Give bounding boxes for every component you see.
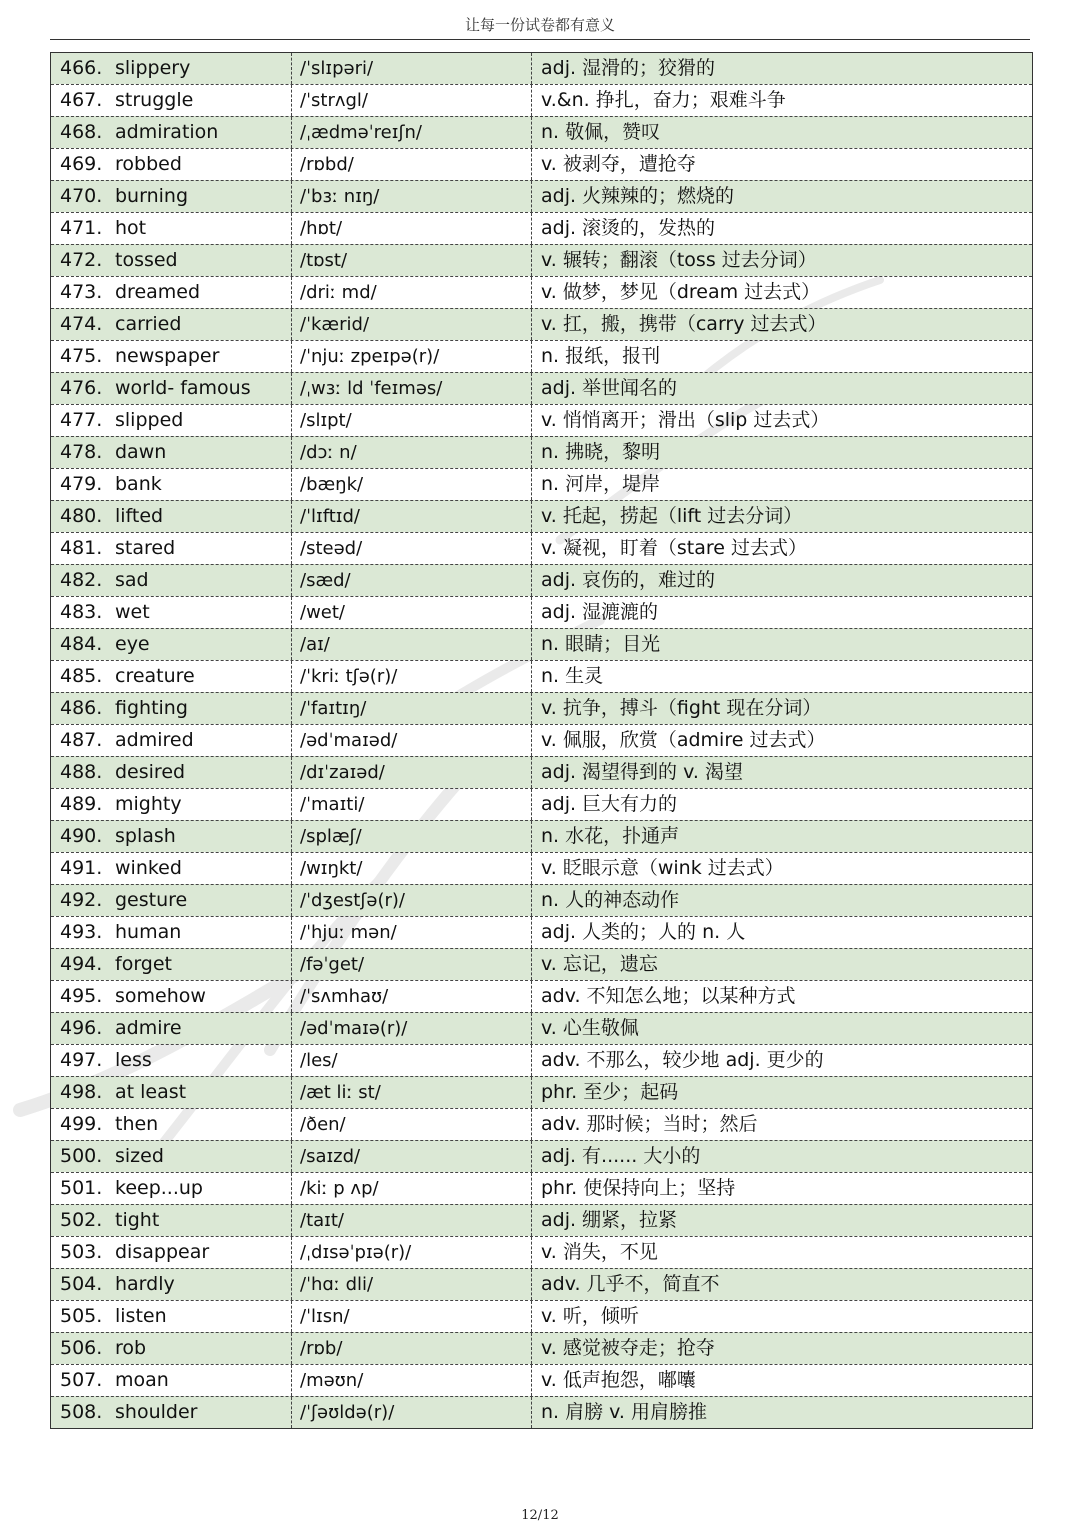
entry-word: admired bbox=[115, 729, 194, 751]
entry-number: 480. bbox=[60, 505, 103, 527]
definition-cell: adj. 湿漉漉的 bbox=[541, 601, 659, 623]
table-row bbox=[51, 1204, 1032, 1236]
table-row bbox=[51, 820, 1032, 852]
entry-word: carried bbox=[115, 313, 182, 335]
table-row bbox=[51, 276, 1032, 308]
definition-cell: v. 抗争，搏斗（fight 现在分词） bbox=[541, 697, 822, 719]
entry-number: 499. bbox=[60, 1113, 103, 1135]
definition-cell: n. 河岸，堤岸 bbox=[541, 473, 661, 495]
entry-number: 484. bbox=[60, 633, 103, 655]
table-row bbox=[51, 756, 1032, 788]
entry-word: bank bbox=[115, 473, 162, 495]
definition-cell: adv. 不那么，较少地 adj. 更少的 bbox=[541, 1049, 824, 1071]
definition-cell: v. 消失，不见 bbox=[541, 1241, 658, 1263]
word-cell bbox=[51, 757, 292, 788]
definition-cell: v. 低声抱怨，嘟囔 bbox=[541, 1369, 696, 1391]
table-row bbox=[51, 1076, 1032, 1108]
definition-cell: v. 托起，捞起（lift 过去分词） bbox=[541, 505, 803, 527]
entry-word: shoulder bbox=[115, 1401, 198, 1423]
table-row bbox=[51, 500, 1032, 532]
entry-number: 500. bbox=[60, 1145, 103, 1167]
entry-word: burning bbox=[115, 185, 189, 207]
word-cell bbox=[51, 501, 292, 532]
table-row bbox=[51, 116, 1032, 148]
entry-number: 489. bbox=[60, 793, 103, 815]
definition-cell: n. 水花，扑通声 bbox=[541, 825, 680, 847]
entry-number: 493. bbox=[60, 921, 103, 943]
word-cell bbox=[51, 245, 292, 276]
entry-word: sized bbox=[115, 1145, 164, 1167]
word-cell bbox=[51, 885, 292, 916]
table-row bbox=[51, 404, 1032, 436]
entry-number: 483. bbox=[60, 601, 103, 623]
table-row bbox=[51, 852, 1032, 884]
definition-cell: adj. 人类的；人的 n. 人 bbox=[541, 921, 746, 943]
definition-cell: adj. 火辣辣的；燃烧的 bbox=[541, 185, 735, 207]
table-row bbox=[51, 1396, 1032, 1428]
entry-word: lifted bbox=[115, 505, 164, 527]
word-cell bbox=[51, 469, 292, 500]
word-cell bbox=[51, 373, 292, 404]
table-row bbox=[51, 1012, 1032, 1044]
phonetic-cell: /ˈʃəʊldə(r)/ bbox=[292, 1397, 532, 1428]
entry-word: slipped bbox=[115, 409, 184, 431]
phonetic-cell: /ədˈmaɪə(r)/ bbox=[292, 1013, 532, 1044]
phonetic-cell: /ˌwɜː ld ˈfeɪməs/ bbox=[292, 373, 532, 404]
entry-word: desired bbox=[115, 761, 186, 783]
word-cell bbox=[51, 1333, 292, 1364]
table-row bbox=[51, 916, 1032, 948]
word-cell bbox=[51, 1013, 292, 1044]
word-cell bbox=[51, 1141, 292, 1172]
word-cell bbox=[51, 405, 292, 436]
definition-cell: n. 报纸，报刊 bbox=[541, 345, 661, 367]
entry-number: 469. bbox=[60, 153, 103, 175]
word-cell bbox=[51, 853, 292, 884]
word-cell bbox=[51, 181, 292, 212]
table-row bbox=[51, 1236, 1032, 1268]
word-cell bbox=[51, 309, 292, 340]
header-divider bbox=[50, 39, 1030, 40]
entry-word: listen bbox=[115, 1305, 167, 1327]
entry-number: 472. bbox=[60, 249, 103, 271]
table-row bbox=[51, 1140, 1032, 1172]
phonetic-cell: /tɒst/ bbox=[292, 245, 532, 276]
entry-number: 473. bbox=[60, 281, 103, 303]
definition-cell: adv. 几乎不，简直不 bbox=[541, 1273, 720, 1295]
entry-word: hot bbox=[115, 217, 147, 239]
definition-cell: v. 心生敬佩 bbox=[541, 1017, 639, 1039]
entry-word: creature bbox=[115, 665, 195, 687]
table-row bbox=[51, 724, 1032, 756]
table-row bbox=[51, 628, 1032, 660]
word-cell bbox=[51, 1045, 292, 1076]
phonetic-cell: /ˈslɪpəri/ bbox=[292, 53, 532, 84]
word-cell bbox=[51, 661, 292, 692]
phonetic-cell: /ˈstrʌgl/ bbox=[292, 85, 532, 116]
entry-number: 495. bbox=[60, 985, 103, 1007]
table-row bbox=[51, 1332, 1032, 1364]
table-row bbox=[51, 308, 1032, 340]
entry-number: 498. bbox=[60, 1081, 103, 1103]
entry-number: 471. bbox=[60, 217, 103, 239]
entry-word: splash bbox=[115, 825, 176, 847]
entry-word: sad bbox=[115, 569, 149, 591]
phonetic-cell: /məʊn/ bbox=[292, 1365, 532, 1396]
word-cell bbox=[51, 917, 292, 948]
phonetic-cell: /fəˈget/ bbox=[292, 949, 532, 980]
entry-number: 506. bbox=[60, 1337, 103, 1359]
definition-cell: v. 凝视，盯着（stare 过去式） bbox=[541, 537, 807, 559]
phonetic-cell: /ˈlɪsn/ bbox=[292, 1301, 532, 1332]
entry-number: 496. bbox=[60, 1017, 103, 1039]
phonetic-cell: /kiː p ʌp/ bbox=[292, 1173, 532, 1204]
entry-number: 485. bbox=[60, 665, 103, 687]
entry-number: 507. bbox=[60, 1369, 103, 1391]
page-number: 12/12 bbox=[521, 1508, 559, 1523]
definition-cell: adj. 湿滑的；狡猾的 bbox=[541, 57, 716, 79]
word-cell bbox=[51, 1237, 292, 1268]
table-row bbox=[51, 340, 1032, 372]
definition-cell: v. 感觉被夺走；抢夺 bbox=[541, 1337, 715, 1359]
phonetic-cell: /ˈlɪftɪd/ bbox=[292, 501, 532, 532]
word-cell bbox=[51, 949, 292, 980]
entry-word: newspaper bbox=[115, 345, 220, 367]
phonetic-cell: /bæŋk/ bbox=[292, 469, 532, 500]
entry-word: wet bbox=[115, 601, 150, 623]
definition-cell: v. 做梦，梦见（dream 过去式） bbox=[541, 281, 821, 303]
word-cell bbox=[51, 85, 292, 116]
entry-word: moan bbox=[115, 1369, 169, 1391]
definition-cell: adj. 举世闻名的 bbox=[541, 377, 678, 399]
definition-cell: v. 被剥夺，遭抢夺 bbox=[541, 153, 696, 175]
word-cell bbox=[51, 149, 292, 180]
entry-number: 466. bbox=[60, 57, 103, 79]
phonetic-cell: /wɪŋkt/ bbox=[292, 853, 532, 884]
entry-word: disappear bbox=[115, 1241, 210, 1263]
word-cell bbox=[51, 821, 292, 852]
word-cell bbox=[51, 53, 292, 84]
phonetic-cell: /aɪ/ bbox=[292, 629, 532, 660]
phonetic-cell: /rɒb/ bbox=[292, 1333, 532, 1364]
entry-word: admire bbox=[115, 1017, 182, 1039]
table-row bbox=[51, 1300, 1032, 1332]
entry-number: 468. bbox=[60, 121, 103, 143]
definition-cell: adj. 绷紧，拉紧 bbox=[541, 1209, 678, 1231]
table-row bbox=[51, 980, 1032, 1012]
entry-word: mighty bbox=[115, 793, 182, 815]
word-cell bbox=[51, 1205, 292, 1236]
entry-word: struggle bbox=[115, 89, 194, 111]
table-row bbox=[51, 372, 1032, 404]
table-row bbox=[51, 532, 1032, 564]
definition-cell: v. 扛，搬，携带（carry 过去式） bbox=[541, 313, 827, 335]
entry-number: 486. bbox=[60, 697, 103, 719]
word-cell bbox=[51, 629, 292, 660]
entry-number: 467. bbox=[60, 89, 103, 111]
definition-cell: adv. 不知怎么地；以某种方式 bbox=[541, 985, 796, 1007]
definition-cell: phr. 至少；起码 bbox=[541, 1081, 679, 1103]
entry-word: admiration bbox=[115, 121, 219, 143]
word-cell bbox=[51, 1109, 292, 1140]
definition-cell: n. 拂晓，黎明 bbox=[541, 441, 661, 463]
entry-word: human bbox=[115, 921, 182, 943]
word-cell bbox=[51, 1269, 292, 1300]
page-header-title: 让每一份试卷都有意义 bbox=[464, 16, 615, 34]
vocabulary-table bbox=[50, 52, 1033, 1429]
phonetic-cell: /les/ bbox=[292, 1045, 532, 1076]
entry-number: 504. bbox=[60, 1273, 103, 1295]
phonetic-cell: /ˌædməˈreɪʃn/ bbox=[292, 117, 532, 148]
entry-word: hardly bbox=[115, 1273, 175, 1295]
definition-cell: n. 肩膀 v. 用肩膀推 bbox=[541, 1401, 708, 1423]
entry-word: world- famous bbox=[115, 377, 251, 399]
entry-number: 479. bbox=[60, 473, 103, 495]
word-cell bbox=[51, 1077, 292, 1108]
phonetic-cell: /wet/ bbox=[292, 597, 532, 628]
definition-cell: v.&n. 挣扎，奋力；艰难斗争 bbox=[541, 89, 786, 111]
phonetic-cell: /ˈhjuː mən/ bbox=[292, 917, 532, 948]
entry-number: 501. bbox=[60, 1177, 103, 1199]
definition-cell: n. 眼睛；目光 bbox=[541, 633, 661, 655]
definition-cell: adj. 渴望得到的 v. 渴望 bbox=[541, 761, 743, 783]
word-cell bbox=[51, 1397, 292, 1428]
word-cell bbox=[51, 789, 292, 820]
definition-cell: adv. 那时候；当时；然后 bbox=[541, 1113, 758, 1135]
entry-word: tight bbox=[115, 1209, 160, 1231]
entry-number: 470. bbox=[60, 185, 103, 207]
entry-number: 505. bbox=[60, 1305, 103, 1327]
word-cell bbox=[51, 437, 292, 468]
entry-number: 497. bbox=[60, 1049, 103, 1071]
phonetic-cell: /ðen/ bbox=[292, 1109, 532, 1140]
entry-word: stared bbox=[115, 537, 176, 559]
phonetic-cell: /ˈnjuː zpeɪpə(r)/ bbox=[292, 341, 532, 372]
entry-number: 476. bbox=[60, 377, 103, 399]
phonetic-cell: /rɒbd/ bbox=[292, 149, 532, 180]
definition-cell: v. 悄悄离开；滑出（slip 过去式） bbox=[541, 409, 830, 431]
table-row bbox=[51, 788, 1032, 820]
phonetic-cell: /steəd/ bbox=[292, 533, 532, 564]
word-cell bbox=[51, 117, 292, 148]
phonetic-cell: /ˌdɪsəˈpɪə(r)/ bbox=[292, 1237, 532, 1268]
entry-word: somehow bbox=[115, 985, 206, 1007]
entry-number: 508. bbox=[60, 1401, 103, 1423]
phonetic-cell: /ˈmaɪti/ bbox=[292, 789, 532, 820]
definition-cell: v. 佩服，欣赏（admire 过去式） bbox=[541, 729, 826, 751]
entry-word: keep...up bbox=[115, 1177, 203, 1199]
table-row bbox=[51, 244, 1032, 276]
entry-word: slippery bbox=[115, 57, 191, 79]
entry-word: dreamed bbox=[115, 281, 201, 303]
word-cell bbox=[51, 341, 292, 372]
definition-cell: n. 生灵 bbox=[541, 665, 604, 687]
word-cell bbox=[51, 725, 292, 756]
definition-cell: adj. 哀伤的，难过的 bbox=[541, 569, 716, 591]
table-row bbox=[51, 1364, 1032, 1396]
table-row bbox=[51, 180, 1032, 212]
entry-word: dawn bbox=[115, 441, 167, 463]
entry-word: at least bbox=[115, 1081, 187, 1103]
word-cell bbox=[51, 1301, 292, 1332]
entry-word: gesture bbox=[115, 889, 188, 911]
word-cell bbox=[51, 533, 292, 564]
table-row bbox=[51, 1268, 1032, 1300]
definition-cell: n. 敬佩，赞叹 bbox=[541, 121, 661, 143]
entry-number: 494. bbox=[60, 953, 103, 975]
table-row bbox=[51, 692, 1032, 724]
word-cell bbox=[51, 565, 292, 596]
definition-cell: v. 眨眼示意（wink 过去式） bbox=[541, 857, 784, 879]
phonetic-cell: /taɪt/ bbox=[292, 1205, 532, 1236]
definition-cell: v. 辗转；翻滚（toss 过去分词） bbox=[541, 249, 817, 271]
phonetic-cell: /splæʃ/ bbox=[292, 821, 532, 852]
phonetic-cell: /slɪpt/ bbox=[292, 405, 532, 436]
entry-word: less bbox=[115, 1049, 152, 1071]
word-cell bbox=[51, 1173, 292, 1204]
entry-number: 481. bbox=[60, 537, 103, 559]
entry-number: 490. bbox=[60, 825, 103, 847]
phonetic-cell: /ˈdʒestʃə(r)/ bbox=[292, 885, 532, 916]
phonetic-cell: /hɒt/ bbox=[292, 213, 532, 244]
entry-word: fighting bbox=[115, 697, 188, 719]
phonetic-cell: /dɪˈzaɪəd/ bbox=[292, 757, 532, 788]
entry-number: 475. bbox=[60, 345, 103, 367]
table-row bbox=[51, 564, 1032, 596]
word-cell bbox=[51, 1365, 292, 1396]
table-row bbox=[51, 468, 1032, 500]
entry-number: 502. bbox=[60, 1209, 103, 1231]
entry-word: then bbox=[115, 1113, 159, 1135]
table-row bbox=[51, 1044, 1032, 1076]
table-row bbox=[51, 148, 1032, 180]
word-cell bbox=[51, 981, 292, 1012]
phonetic-cell: /ˈbɜː nɪŋ/ bbox=[292, 181, 532, 212]
definition-cell: v. 听，倾听 bbox=[541, 1305, 639, 1327]
entry-number: 503. bbox=[60, 1241, 103, 1263]
table-row bbox=[51, 884, 1032, 916]
definition-cell: n. 人的神态动作 bbox=[541, 889, 680, 911]
definition-cell: adj. 巨大有力的 bbox=[541, 793, 678, 815]
table-row bbox=[51, 1108, 1032, 1140]
word-cell bbox=[51, 277, 292, 308]
word-cell bbox=[51, 597, 292, 628]
definition-cell: adj. 有...... 大小的 bbox=[541, 1145, 701, 1167]
table-row bbox=[51, 1172, 1032, 1204]
word-cell bbox=[51, 693, 292, 724]
phonetic-cell: /ˈkærid/ bbox=[292, 309, 532, 340]
phonetic-cell: /ˈfaɪtɪŋ/ bbox=[292, 693, 532, 724]
definition-cell: v. 忘记，遗忘 bbox=[541, 953, 658, 975]
table-row bbox=[51, 52, 1032, 84]
table-row bbox=[51, 660, 1032, 692]
phonetic-cell: /dɔː n/ bbox=[292, 437, 532, 468]
table-row bbox=[51, 948, 1032, 980]
table-row bbox=[51, 596, 1032, 628]
phonetic-cell: /ˈhɑː dli/ bbox=[292, 1269, 532, 1300]
entry-word: eye bbox=[115, 633, 150, 655]
entry-word: robbed bbox=[115, 153, 182, 175]
entry-word: forget bbox=[115, 953, 172, 975]
entry-number: 488. bbox=[60, 761, 103, 783]
phonetic-cell: /æt liː st/ bbox=[292, 1077, 532, 1108]
entry-number: 482. bbox=[60, 569, 103, 591]
entry-word: winked bbox=[115, 857, 182, 879]
table-row bbox=[51, 212, 1032, 244]
entry-number: 491. bbox=[60, 857, 103, 879]
phonetic-cell: /ədˈmaɪəd/ bbox=[292, 725, 532, 756]
phonetic-cell: /ˈkriː tʃə(r)/ bbox=[292, 661, 532, 692]
entry-word: rob bbox=[115, 1337, 147, 1359]
definition-cell: adj. 滚烫的，发热的 bbox=[541, 217, 716, 239]
entry-number: 487. bbox=[60, 729, 103, 751]
table-row bbox=[51, 84, 1032, 116]
entry-number: 492. bbox=[60, 889, 103, 911]
phonetic-cell: /driː md/ bbox=[292, 277, 532, 308]
phonetic-cell: /ˈsʌmhaʊ/ bbox=[292, 981, 532, 1012]
table-row bbox=[51, 436, 1032, 468]
definition-cell: phr. 使保持向上；坚持 bbox=[541, 1177, 736, 1199]
word-cell bbox=[51, 213, 292, 244]
phonetic-cell: /saɪzd/ bbox=[292, 1141, 532, 1172]
entry-number: 474. bbox=[60, 313, 103, 335]
entry-number: 477. bbox=[60, 409, 103, 431]
phonetic-cell: /sæd/ bbox=[292, 565, 532, 596]
entry-word: tossed bbox=[115, 249, 178, 271]
entry-number: 478. bbox=[60, 441, 103, 463]
